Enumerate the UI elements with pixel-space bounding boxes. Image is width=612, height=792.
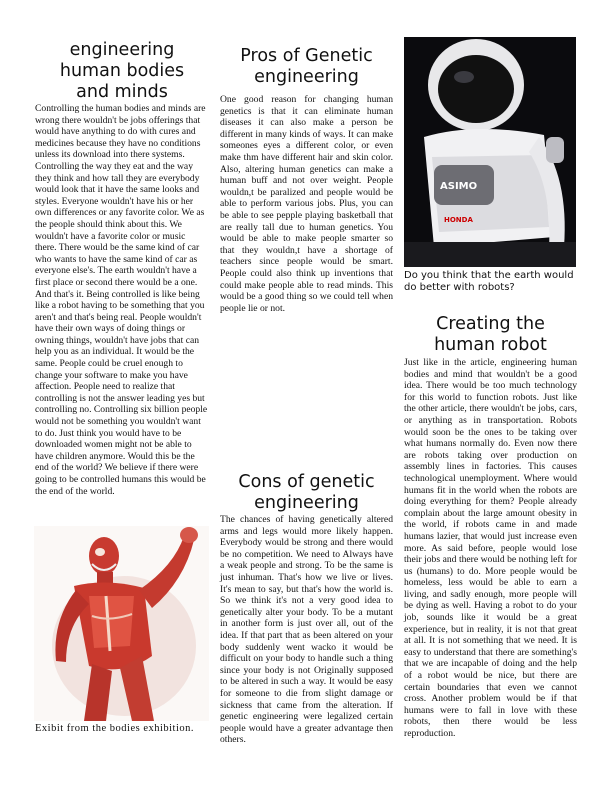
article-body-pros: One good reason for changing human genetics is that it can eliminate human diseases it can also make a person be different in many kinds of ways. It can make someones eyes a different color, or even make thm have different hair and skin color. Also, altering human genetics can make a human buff and not over weight. People wouldn,t be paralized and people would be able to perform various jobs. Plus, you can be able to see pepple playing basketball that are really tall due to human genetics. You would be able to make people smarter so that they wouldn,t have a shortage of teachers since people would be smart. People could also think up inventions that could make people able to read minds. This would be a good thing so we could tell when people lie or not. (220, 94, 393, 314)
bodies-exhibition-photo (34, 526, 209, 721)
heading-engineering-human-bodies: engineering human bodies and minds (59, 40, 185, 102)
column-right (404, 314, 577, 740)
asimo-robot-photo (404, 37, 576, 267)
article-body-human-robot: Just like in the article, engineering human bodies and mind that wouldn't be a good idea. There would be too much technology for this world to function robots. Just like the other article, there wouldn't be jobs, cars, or anything as in transportation. Robots would soon be the ones to be taking over what humans normally do. Even now there are robots taking over production on assembly lines in factories. This causes technological unemployment. Where would humans fit in the world when the robots are doing everything for them? People already complain about the large amount obesity in the world, if robots came in and made humans lazier, that would just increase even more. As said before, people would lose their jobs and there would be nothing left for us (humans) to do. More people would be homeless, less would be able to earn a living, and sadly enough, more people will be dying as well. Having a robot to do your job, sounds like it would be a great experience, but in reality, it is not that great at all. It is not something that we need. It is easy to understand that there are something's that we are incapable of doing and the help of a robot would be nice, but there are certain boundaries that even we cannot cross. Another problem would be if that humans were to fall in love with these robots, then there would be less reproduction. (404, 357, 577, 739)
asimo-label: ASIMO (440, 181, 478, 192)
article-body-engineering-human-bodies: Controlling the human bodies and minds are wrong there wouldn't be jobs offerings that would have anything to do with cures and medicines because they have no conditions unless its download into there systems. Controlling the way they eat and the way they think and how tall they are everybody would look that it have the same looks and styles. Everyone wouldn't have his or her own differences or any favorite color. We as the people should think about this. We wouldn't have a favorite color or music there. There would be the same kind of car who wants to have the same kind of car as everyone else's. The earth wouldn't have a first place or second there would be a one. And that's it. Being controlled is like being like a robot having to be something that you aren't and that's being real. People wouldn't have their own ways of doing things or owning things, wouldn't have jobs that can help you as an individual. It would be the same. People could be cruel enough to change your software to make you have affection. People need to realize that controlling is not the answer leading yes but controlling no. Controlling six billion people would not be something you wouldn't want to do. Just think you would have to be downloaded women might not be able to have children anymore. Would this be the end of the world? We believe if there were going to be controlled humans this would be the end of the world. (35, 103, 208, 497)
heading-pros-genetic-engineering: Pros of Genetic engineering (240, 46, 373, 87)
column-middle-lower (220, 472, 393, 746)
article-body-cons: The chances of having genetically altered arms and legs would more likely happen. Everybody would be strong and there would be no competition. We need to Always have a weak people and strong. To be the same is just inhuman. That's how we live or lives. It's mean to say, but that's how the world is. So we think it's not a very good idea to genetically alter your body. To be a mutant in another form is just over all, out of the idea. If that part that as been altered on your body suddenly went wacko it would be difficult on your body to handle such a thing since your body is not Originally supposed to be altered in such a way. It would be easy for someone to die from slight damage or sickness that came from the alteration. If genetic engineering were legalized certain people would have a greater advantage then others. (220, 514, 393, 746)
caption-bodies-exhibition: Exibit from the bodies exhibition. (35, 723, 195, 734)
honda-label: HONDA (444, 216, 473, 224)
column-middle (220, 46, 393, 314)
caption-robots-question: Do you think that the earth would do better with robots? (404, 270, 574, 293)
heading-creating-human-robot: Creating the human robot (434, 314, 547, 355)
heading-cons-genetic-engineering: Cons of genetic engineering (238, 472, 375, 513)
column-left (35, 40, 209, 497)
